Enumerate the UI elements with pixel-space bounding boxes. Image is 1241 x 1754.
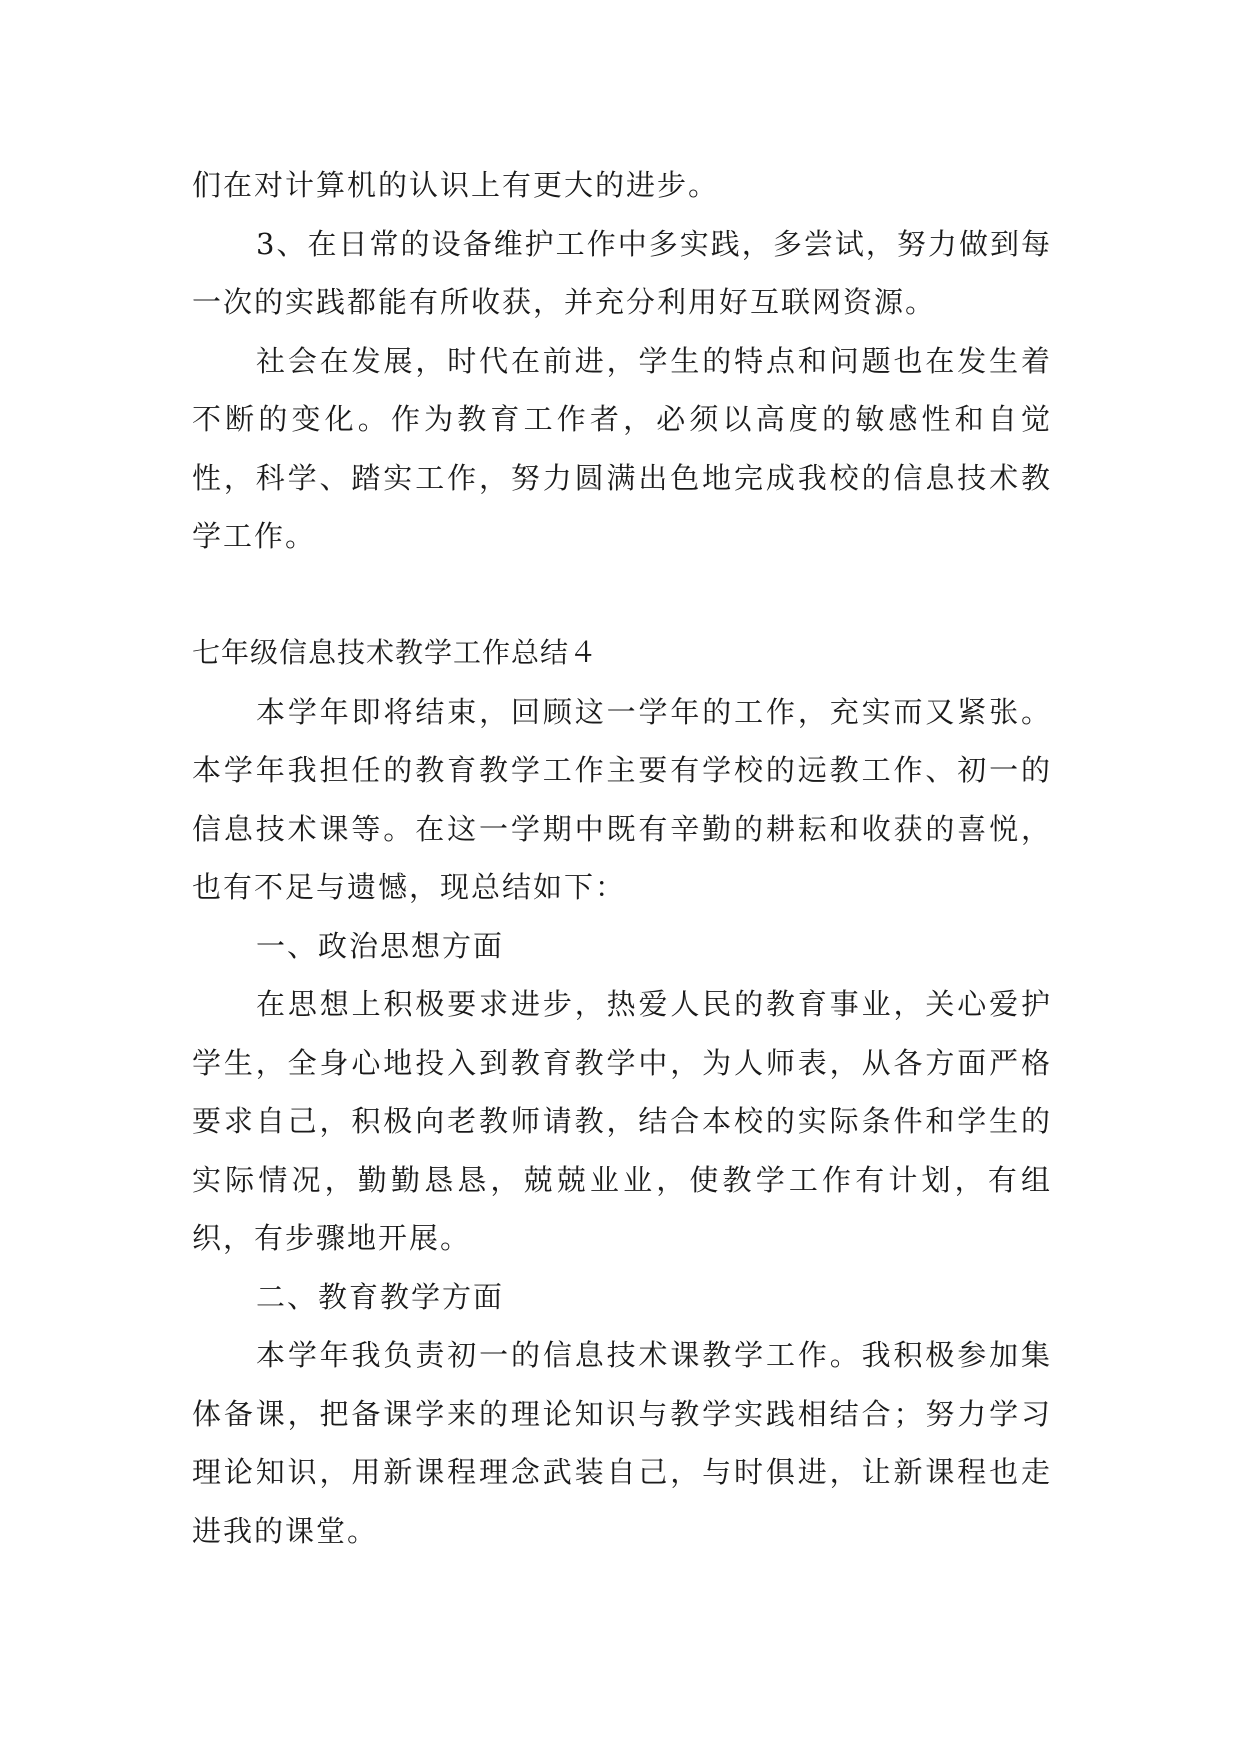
paragraph-political-thought: 在思想上积极要求进步，热爱人民的教育事业，关心爱护学生，全身心地投入到教育教学中，为人师表，从各方面严格要求自己，积极向老教师请教，结合本校的实际条件和学生的实际情况，勤勤恳恳，兢兢业业，使教学工作有计划，有组织，有步骤地开展。 — [192, 987, 1052, 1255]
subheading-political-thought: 一、政治思想方面 — [256, 928, 505, 963]
section-title: 七年级信息技术教学工作总结４ — [192, 636, 599, 669]
subheading-teaching: 二、教育教学方面 — [256, 1279, 505, 1314]
paragraph-continuation: 们在对计算机的认识上有更大的进步。 — [192, 168, 720, 202]
paragraph-teaching: 本学年我负责初一的信息技术课教学工作。我积极参加集体备课，把备课学来的理论知识与教学实践相结合；努力学习理论知识，用新课程理念武装自己，与时俱进，让新课程也走进我的课堂。 — [192, 1338, 1052, 1548]
document-body — [192, 156, 1052, 1560]
paragraph-intro: 本学年即将结束，回顾这一学年的工作，充实而又紧张。本学年我担任的教育教学工作主要有学校的远教工作、初一的信息技术课等。在这一学期中既有辛勤的耕耘和收获的喜悦，也有不足与遗憾，现总结如下： — [192, 694, 1052, 904]
paragraph-maintenance-point-3: 3、在日常的设备维护工作中多实践，多尝试，努力做到每一次的实践都能有所收获，并充分利用好互联网资源。 — [192, 226, 1052, 319]
paragraph-conclusion: 社会在发展，时代在前进，学生的特点和问题也在发生着不断的变化。作为教育工作者，必须以高度的敏感性和自觉性，科学、踏实工作，努力圆满出色地完成我校的信息技术教学工作。 — [192, 343, 1052, 553]
